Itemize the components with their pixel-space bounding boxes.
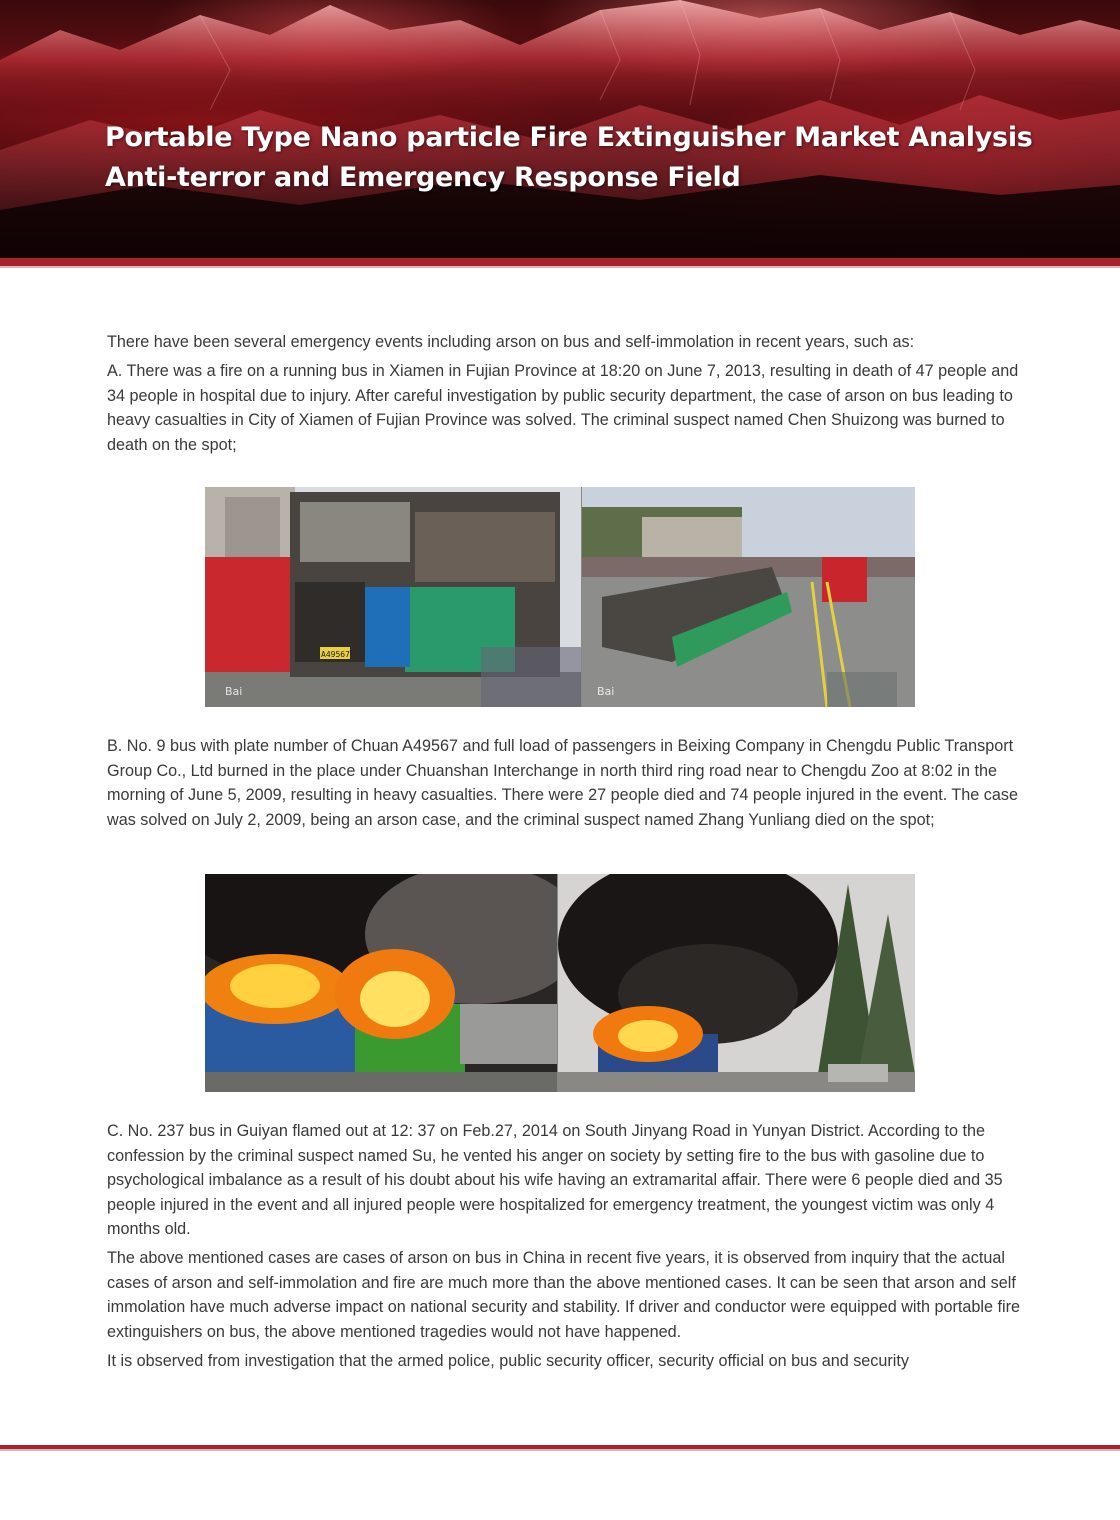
bus-fire-photo-right [558,874,915,1092]
bus-fire-photo-left [205,874,557,1092]
burned-bus-photo-right [582,487,915,707]
page-title [105,118,1095,198]
case-c-paragraph: C. No. 237 bus in Guiyan flamed out at 12: 37 on Feb.27, 2014 on South Jinyang Road in Yunyan District. According to the confession by the criminal suspect named Su, he vented his anger on society by setting fire to the bus with gasoline due to psychological imbalance as a result of his doubt about his wife having an extramarital affair. There were 6 people died and 35 people injured in the event and all injured people were hospitalized for emergency treatment, the youngest victim was only 4 months old. [107,1122,1003,1238]
intro-paragraph: There have been several emergency events including arson on bus and self-immolation in recent years, such as: [107,333,915,351]
title-line-1: Portable Type Nano particle Fire Extinguisher Market Analysis [105,122,1033,153]
plate-text: A49567 [321,650,350,659]
burned-bus-photo-left [205,487,581,707]
title-line-2: Anti-terror and Emergency Response Field [105,162,741,193]
photo-pair-xiamen [205,487,915,707]
footer-divider-highlight [0,1449,1120,1451]
header-divider [0,258,1120,266]
case-b-paragraph: B. No. 9 bus with plate number of Chuan A49567 and full load of passengers in Beixing Company in Chengdu Public Transport Group Co., Ltd burned in the place under Chuanshan Interchange in north third ring road near to Chengdu Zoo at 8:02 in the morning of June 5, 2009, resulting in heavy casualties. There were 27 people died and 74 people injured in the event. The case was solved on July 2, 2009, being an arson case, and the criminal suspect named Zhang Yunliang died on the spot; [107,737,1019,829]
summary-paragraph: The above mentioned cases are cases of arson on bus in China in recent five years, it is observed from inquiry that the actual cases of arson and self-immolation and fire are much more than the above mentioned cases. It can be seen that arson and self immolation have much adverse impact on national security and stability. If driver and conductor were equipped with portable fire extinguishers on bus, the above mentioned tragedies would not have happened. [107,1249,1020,1341]
watermark-right: Bai [597,685,615,698]
watermark-left: Bai [225,685,243,698]
header-divider-highlight [0,266,1120,268]
case-a-paragraph: A. There was a fire on a running bus in Xiamen in Fujian Province at 18:20 on June 7, 2013, resulting in death of 47 people and 34 people in hospital due to injury. After careful investigation by public security department, the case of arson on bus leading to heavy casualties in City of Xiamen of Fujian Province was solved. The criminal suspect named Chen Shuizong was burned to death on the spot; [107,362,1019,454]
closing-paragraph: It is observed from investigation that the armed police, public security officer, security official on bus and security [107,1352,909,1370]
photo-pair-chengdu [205,874,915,1092]
header-banner [0,0,1120,258]
